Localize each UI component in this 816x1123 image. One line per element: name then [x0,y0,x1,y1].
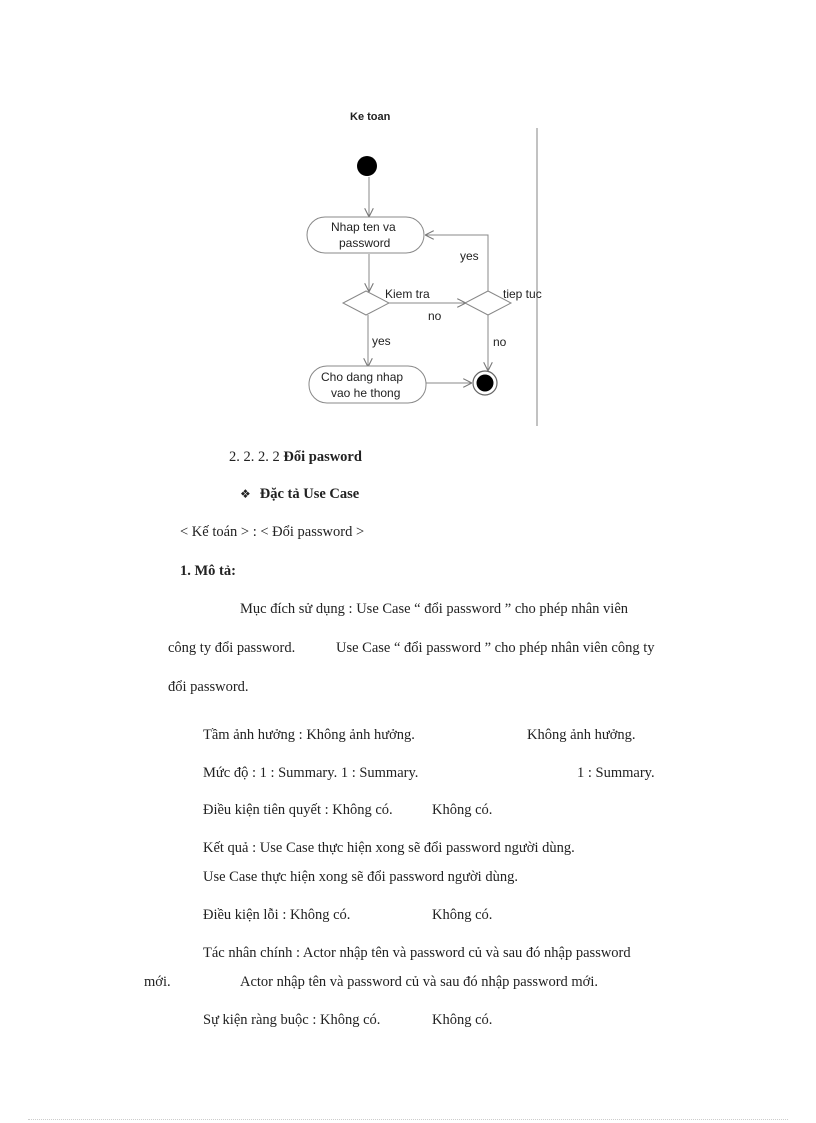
activity-diagram [0,0,816,440]
result-field-repeat: Use Case thực hiện xong sẽ đổi password người dùng. [203,869,518,885]
flow-label-no-middle: no [428,309,442,323]
error-field: Điều kiện lỗi : Không có. [203,907,351,923]
page-bottom-border [28,1119,788,1120]
level-field: Mức độ : 1 : Summary. 1 : Summary. [203,765,419,781]
description-line-2b: Use Case “ đổi password ” cho phép nhân viên công ty [336,640,655,656]
decision-check-label: Kiem tra [385,287,430,301]
constraint-field: Sự kiện ràng buộc : Không có. [203,1012,381,1028]
impact-field-repeat: Không ảnh hưởng. [527,727,636,743]
activity-enter-line1: Nhap ten va [331,220,396,234]
item-title-text: 1. Mô tả: [180,563,236,579]
actor-field-repeat: Actor nhập tên và password củ và sau đó nhập password mới. [240,974,599,990]
actor-field-wrap: mới. [144,974,171,990]
description-line-3: đổi password. [168,679,249,695]
constraint-field-repeat: Không có. [432,1012,493,1028]
decision-continue-label: tiep tuc [503,287,542,301]
description-line-1: Mục đích sử dụng : Use Case “ đổi password ” cho phép nhân viên [240,601,629,617]
item-title [180,563,236,580]
result-field: Kết quả : Use Case thực hiện xong sẽ đổi password người dùng. [203,840,575,856]
bullet-heading [240,486,359,503]
section-heading-number: 2. 2. 2. 2 [229,449,280,465]
decision-check [343,291,389,315]
precondition-field-repeat: Không có. [432,802,493,818]
impact-field: Tầm ảnh hưởng : Không ảnh hưởng. [203,727,415,743]
section-heading [229,449,362,466]
activity-enter-line2: password [339,236,391,250]
description-line-2a: công ty đổi password. [168,640,296,656]
flow-label-yes-top: yes [460,249,479,263]
actor-field: Tác nhân chính : Actor nhập tên và password củ và sau đó nhập password [203,945,631,961]
section-heading-title: Đổi pasword [283,449,362,465]
bullet-heading-title: Đặc tả Use Case [259,486,360,502]
flow-label-yes-bottom: yes [372,334,391,348]
final-node-core [477,375,494,392]
error-field-repeat: Không có. [432,907,493,923]
diamond-bullet-icon: ❖ [240,487,251,501]
level-field-repeat: 1 : Summary. [577,765,655,781]
precondition-field: Điều kiện tiên quyết : Không có. [203,802,393,818]
flow-label-no-right: no [493,335,507,349]
activity-login-line1: Cho dang nhap [321,370,404,384]
flow-continue-yes-loop [426,235,488,291]
spec-line: < Kế toán > : < Đổi password > [180,524,365,540]
swimlane-label: Ke toan [350,111,391,123]
activity-login-line2: vao he thong [331,386,401,400]
initial-node [357,156,377,176]
